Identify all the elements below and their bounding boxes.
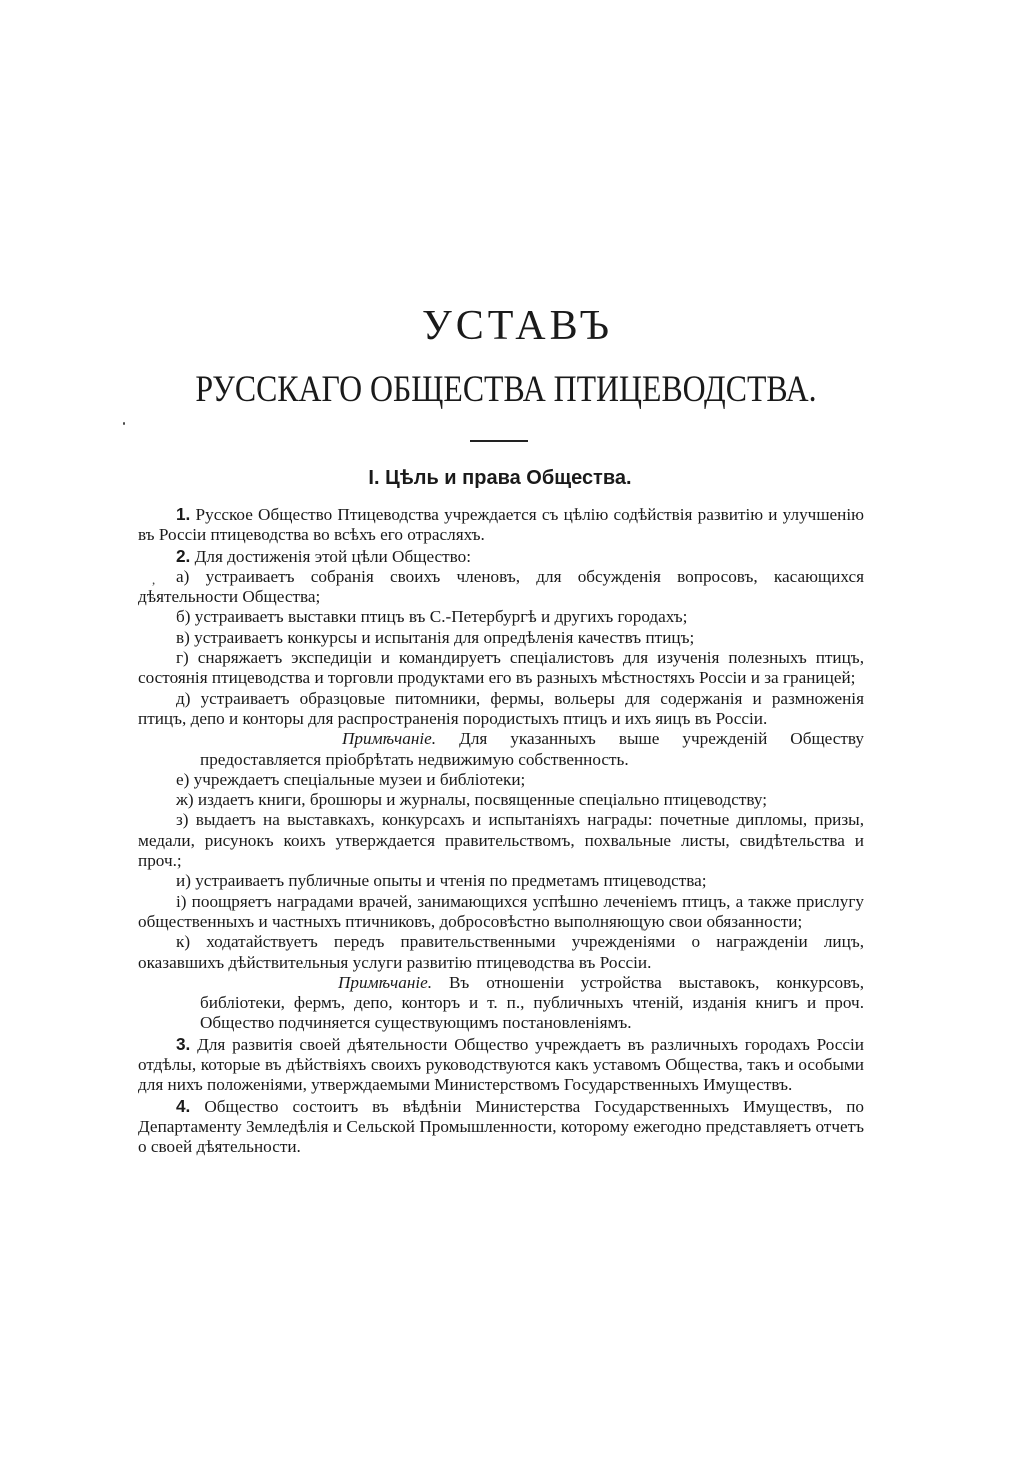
paragraph-text: Русское Общество Птицеводства учреждается съ цѣлію содѣйствія развитію и улучшенію въ Россіи птицеводства во всѣхъ его отрасляхъ.: [138, 505, 864, 545]
note-text: Въ отношеніи устройства выставокъ, конкурсовъ, библіотеки, фермъ, депо, конторъ и т. п., публичныхъ чтеній, изданія книгъ и проч. Общество подчиняется существующимъ постановленіямъ.: [200, 972, 865, 1033]
paragraph-text: Для достиженія этой цѣли Общество:: [194, 546, 472, 566]
paragraph-3: [138, 1034, 864, 1096]
list-item-e: е) учреждаетъ спеціальные музеи и библіотеки;: [176, 769, 526, 789]
paragraph-number: 4.: [176, 1095, 191, 1116]
list-item-a: а) устраиваетъ собранія своихъ членовъ, для обсужденія вопросовъ, касающихся дѣятельности Общества;: [138, 566, 864, 607]
list-item-i-dec: і) поощряетъ наградами врачей, занимающихся успѣшно леченіемъ птицъ, а также прислугу общественныхъ и частныхъ птичниковъ, добросовѣстно выполняющую свои обязанности;: [138, 891, 864, 931]
note-label: Примѣчаніе.: [338, 972, 433, 992]
paragraph-number: 2.: [176, 545, 191, 566]
list-item-b: б) устраиваетъ выставки птицъ въ С.-Петербургѣ и другихъ городахъ;: [176, 607, 688, 627]
list-item-i: и) устраиваетъ публичные опыты и чтенія по предметамъ птицеводства;: [176, 871, 707, 891]
section-heading: I. Цѣль и права Общества.: [368, 467, 632, 489]
paragraph-number: 3.: [176, 1033, 191, 1054]
document-body: [138, 504, 864, 1158]
paragraph-2: [138, 546, 864, 567]
list-item-v: в) устраиваетъ конкурсы и испытанія для опредѣленія качествъ птицъ;: [176, 627, 695, 647]
margin-mark: ,: [152, 572, 156, 587]
note-1: [138, 729, 864, 770]
list-item-z: з) выдаетъ на выставкахъ, конкурсахъ и испытаніяхъ награды: почетные дипломы, призы, медали, рисунокъ коихъ утверждается правительствомъ, похвальные листы, свидѣтельства и проч.;: [138, 810, 864, 871]
document-subtitle: РУССКАГО ОБЩЕСТВА ПТИЦЕВОДСТВА.: [195, 369, 817, 410]
list-item-zh: ж) издаетъ книги, брошюры и журналы, посвященные спеціально птицеводству;: [176, 790, 768, 810]
document-title: УСТАВЪ: [421, 303, 614, 349]
note-label: Примѣчаніе.: [342, 729, 437, 749]
title-divider: [470, 440, 528, 442]
paragraph-1: [138, 504, 864, 546]
list-item-k: к) ходатайствуетъ передъ правительственными учрежденіями о награжденіи лицъ, оказавшихъ дѣйствительныя услуги развитію птицеводства въ Россіи.: [138, 932, 864, 972]
paragraph-number: 1.: [176, 504, 191, 524]
note-2: [138, 973, 864, 1034]
paragraph-text: Общество состоитъ въ вѣдѣніи Министерства Государственныхъ Имуществъ, по Департаменту Земледѣлія и Сельской Промышленности, которому ежегодно представляетъ отчетъ о своей дѣятельности.: [138, 1096, 864, 1157]
print-speck: [123, 422, 125, 425]
list-item-d: д) устраиваетъ образцовые питомники, фермы, вольеры для содержанія и размноженія птицъ, депо и конторы для распространенія породистыхъ птицъ и ихъ яицъ въ Россіи.: [138, 688, 864, 728]
paragraph-text: Для развитія своей дѣятельности Общество учреждаетъ въ различныхъ городахъ Россіи отдѣлы, которые въ дѣйствіяхъ своихъ руководствуются какъ уставомъ Общества, такъ и особыми для нихъ положеніями, утверждаемыми Министерствомъ Государственныхъ Имуществъ.: [138, 1034, 865, 1095]
list-item-g: г) снаряжаетъ экспедиціи и командируетъ спеціалистовъ для изученія полезныхъ птицъ, состоянія птицеводства и торговли продуктами его въ разныхъ мѣстностяхъ Россіи и за границей;: [138, 648, 864, 688]
paragraph-4: [138, 1096, 864, 1158]
note-text: Для указанныхъ выше учрежденій Обществу предоставляется пріобрѣтать недвижимую собственность.: [200, 729, 865, 769]
